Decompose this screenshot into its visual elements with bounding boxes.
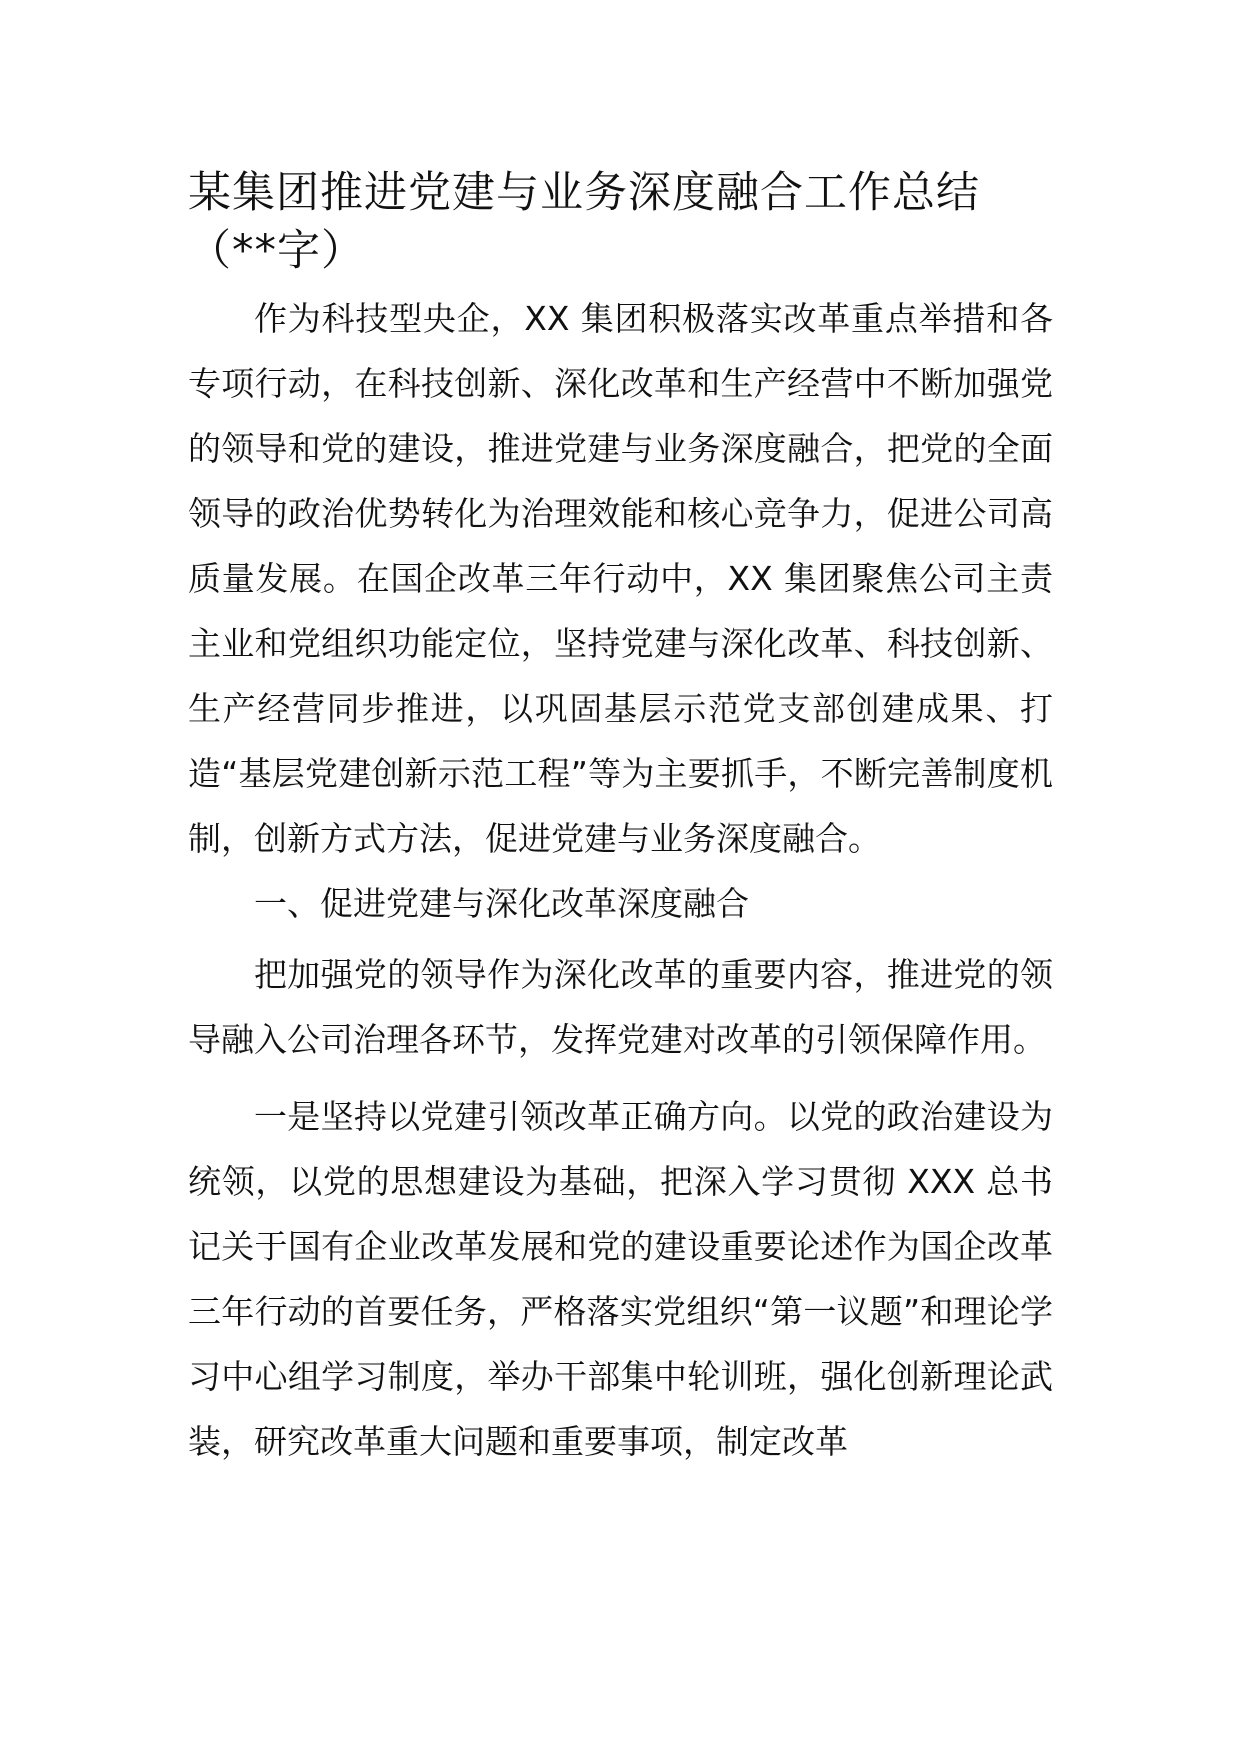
intro-paragraph: 作为科技型央企，XX 集团积极落实改革重点举措和各专项行动，在科技创新、深化改革和生产经营中不断加强党的领导和党的建设，推进党建与业务深度融合，把党的全面领导的政治优势转化为治理效能和核心竞争力，促进公司高质量发展。在国企改革三年行动中，XX 集团聚焦公司主责主业和党组织功能定位，坚持党建与深化改革、科技创新、生产经营同步推进，以巩固基层示范党支部创建成果、打造“基层党建创新示范工程”等为主要抓手，不断完善制度机制，创新方式方法，促进党建与业务深度融合。 (188, 299, 1053, 858)
document-body (188, 164, 1053, 1474)
point-one-paragraph: 一是坚持以党建引领改革正确方向。以党的政治建设为统领，以党的思想建设为基础，把深入学习贯彻 XXX 总书记关于国有企业改革发展和党的建设重要论述作为国企改革三年行动的首要任务，严格落实党组织“第一议题”和理论学习中心组学习制度，举办干部集中轮训班，强化创新理论武装，研究改革重大问题和重要事项，制定改革 (188, 1097, 1053, 1461)
section-heading: 一、促进党建与深化改革深度融合 (254, 884, 749, 923)
section-intro-paragraph: 把加强党的领导作为深化改革的重要内容，推进党的领导融入公司治理各环节，发挥党建对改革的引领保障作用。 (188, 955, 1053, 1059)
document-title: 某集团推进党建与业务深度融合工作总结（**字） (188, 168, 980, 276)
